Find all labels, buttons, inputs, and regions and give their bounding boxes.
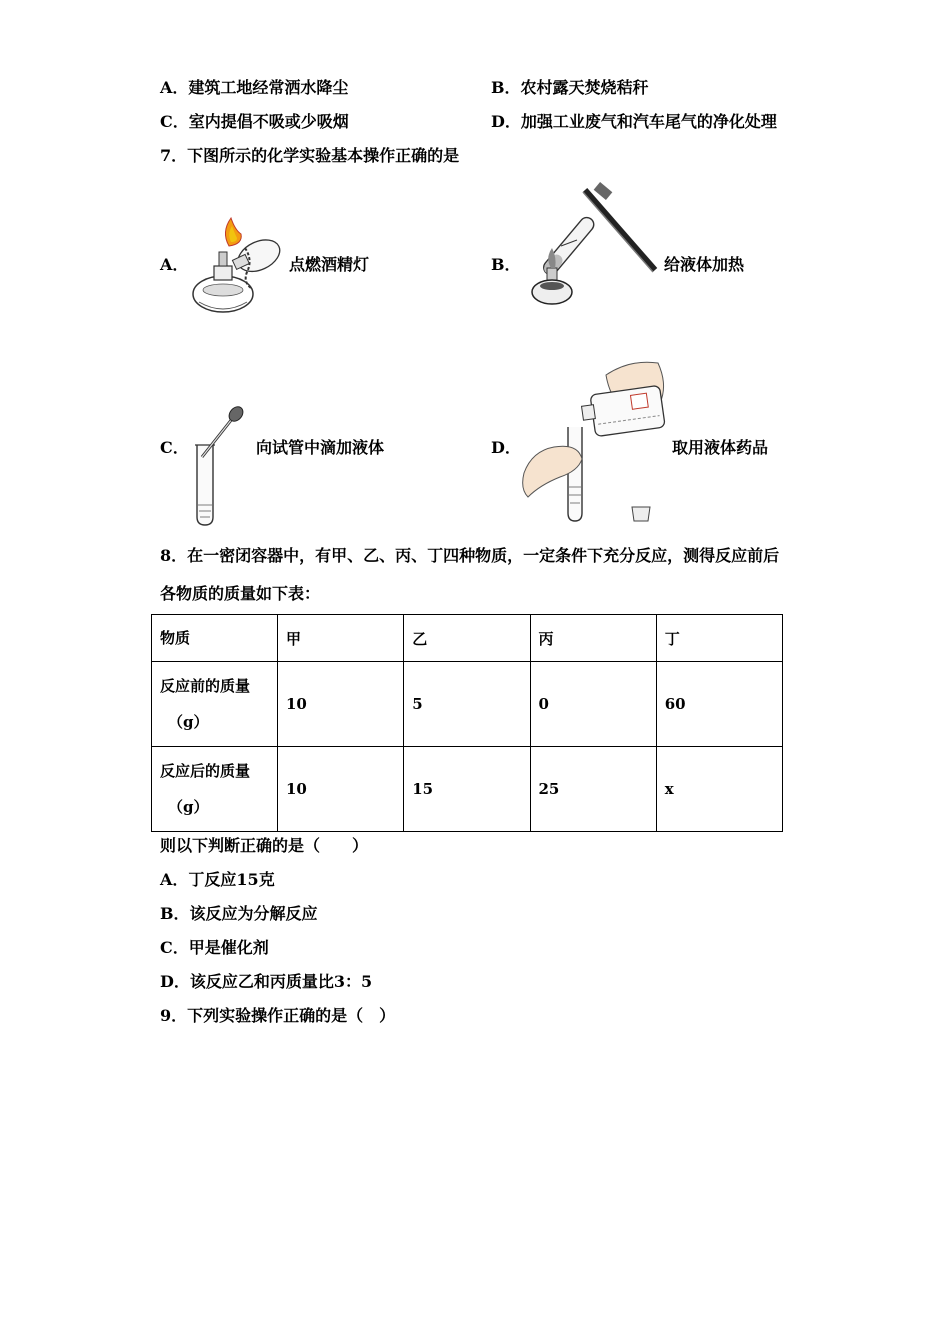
table-header-cell: 丁	[656, 615, 782, 662]
q7-option-b-letter: B．	[491, 255, 521, 274]
table-cell: 25	[530, 747, 656, 832]
q7-option-a-caption: 点燃酒精灯	[289, 255, 370, 274]
table-header-row	[152, 615, 783, 662]
table-cell: 10	[278, 747, 404, 832]
table-row	[152, 747, 783, 832]
table-cell: 60	[656, 662, 782, 747]
q8-option-a: A．丁反应15克	[160, 870, 275, 889]
q8-option-c: C．甲是催化剂	[160, 938, 269, 957]
table-header-cell: 甲	[278, 615, 404, 662]
table-header-cell: 乙	[404, 615, 530, 662]
table-header-cell: 物质	[152, 615, 278, 662]
alcohol-lamp-lighting-icon	[185, 212, 285, 322]
pouring-liquid-icon	[520, 355, 670, 527]
q7-stem: 7．下图所示的化学实验基本操作正确的是	[160, 146, 460, 165]
q7-option-d-letter: D．	[491, 438, 521, 457]
q7-option-b-caption: 给液体加热	[664, 255, 745, 274]
mass-table	[151, 614, 783, 832]
table-cell: 10	[278, 662, 404, 747]
q8-stem-line1: 8．在一密闭容器中，有甲、乙、丙、丁四种物质，一定条件下充分反应，测得反应前后	[160, 546, 780, 565]
q7-option-c-caption: 向试管中滴加液体	[256, 438, 385, 457]
q8-question: 则以下判断正确的是（ ）	[160, 836, 369, 855]
dropper-into-test-tube-icon	[190, 405, 250, 530]
q7-option-a-letter: A．	[160, 255, 189, 274]
q8-option-d: D．该反应乙和丙质量比3：5	[160, 972, 373, 991]
q9-stem: 9．下列实验操作正确的是（ ）	[160, 1006, 396, 1025]
q7-option-c-letter: C．	[160, 438, 189, 457]
table-cell: x	[656, 747, 782, 832]
table-row	[152, 662, 783, 747]
row-label: 反应前的质量 （g）	[152, 662, 278, 747]
table-cell: 15	[404, 747, 530, 832]
q8-option-b: B．该反应为分解反应	[160, 904, 318, 923]
q8-stem-line2: 各物质的质量如下表：	[160, 584, 321, 603]
table-cell: 5	[404, 662, 530, 747]
q7-option-d-caption: 取用液体药品	[672, 438, 769, 457]
row-label: 反应后的质量 （g）	[152, 747, 278, 832]
q6-option-d: D．加强工业废气和汽车尾气的净化处理	[491, 112, 777, 131]
q6-option-c: C．室内提倡不吸或少吸烟	[160, 112, 349, 131]
test-tube-heating-icon	[525, 182, 660, 312]
table-cell: 0	[530, 662, 656, 747]
q6-option-a: A．建筑工地经常洒水降尘	[160, 78, 349, 97]
q6-option-b: B．农村露天焚烧秸秆	[491, 78, 649, 97]
table-header-cell: 丙	[530, 615, 656, 662]
